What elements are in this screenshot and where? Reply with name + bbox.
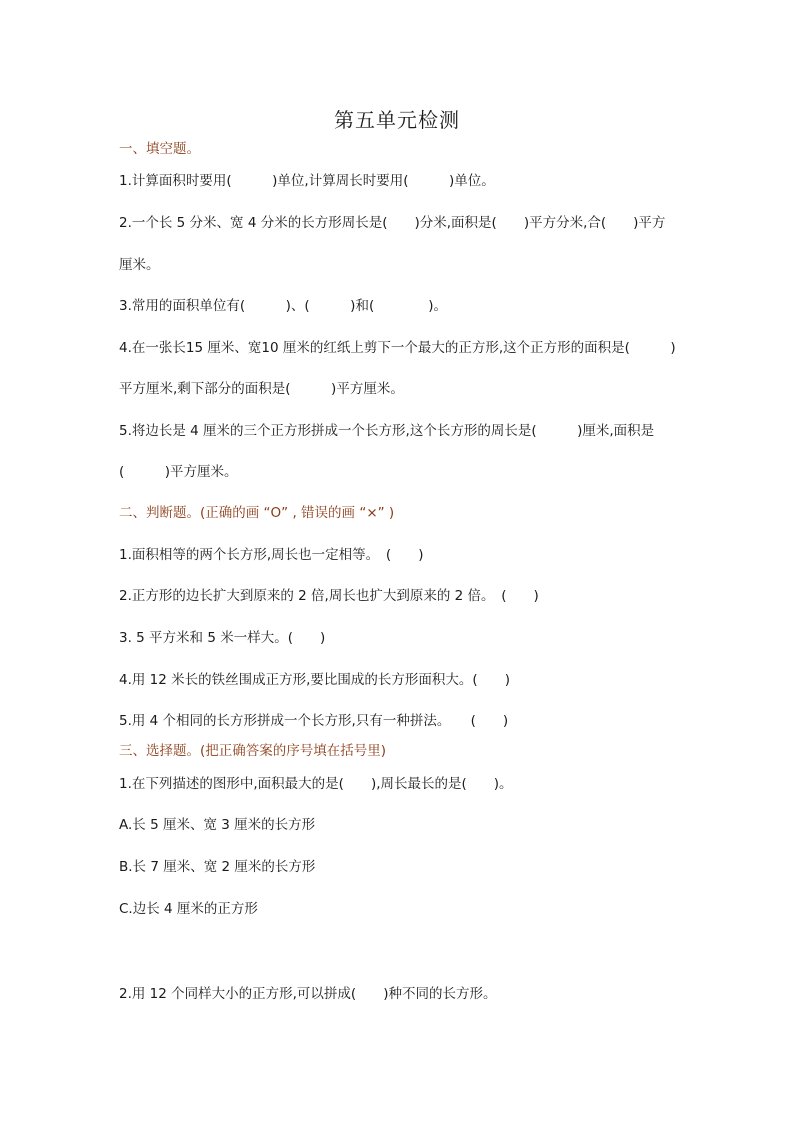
- choice-option-c: C.边长 4 厘米的正方形: [119, 901, 258, 917]
- section-heading-fill: 一、填空题。: [119, 141, 200, 157]
- section-heading-choice: 三、选择题。(把正确答案的序号填在括号里): [119, 743, 387, 759]
- question-fill-4-cont: 平方厘米,剩下部分的面积是( )平方厘米。: [119, 381, 404, 397]
- question-judge-2: 2.正方形的边长扩大到原来的 2 倍,周长也扩大到原来的 2 倍。 ( ): [119, 588, 539, 604]
- question-judge-3: 3. 5 平方米和 5 米一样大。( ): [119, 630, 326, 646]
- section-heading-judge: 二、判断题。(正确的画 “Ο” , 错误的画 “×” ): [119, 505, 395, 521]
- question-fill-1: 1.计算面积时要用( )单位,计算周长时要用( )单位。: [119, 173, 495, 189]
- question-choice-1: 1.在下列描述的图形中,面积最大的是( ),周长最长的是( )。: [119, 776, 513, 792]
- question-fill-2: 2.一个长 5 分米、宽 4 分米的长方形周长是( )分米,面积是( )平方分米,合( )平方: [119, 215, 666, 231]
- question-fill-2-cont: 厘米。: [119, 257, 160, 273]
- choice-option-b: B.长 7 厘米、宽 2 厘米的长方形: [119, 859, 316, 875]
- question-fill-4: 4.在一张长15 厘米、宽10 厘米的红纸上剪下一个最大的正方形,这个正方形的面积是( ): [119, 340, 676, 356]
- question-judge-1: 1.面积相等的两个长方形,周长也一定相等。 ( ): [119, 547, 424, 563]
- question-judge-5: 5.用 4 个相同的长方形拼成一个长方形,只有一种拼法。 ( ): [119, 713, 509, 729]
- question-fill-5-cont: ( )平方厘米。: [119, 464, 238, 480]
- question-fill-3: 3.常用的面积单位有( )、( )和( )。: [119, 298, 447, 314]
- question-choice-2: 2.用 12 个同样大小的正方形,可以拼成( )种不同的长方形。: [119, 986, 497, 1002]
- question-judge-4: 4.用 12 米长的铁丝围成正方形,要比围成的长方形面积大。( ): [119, 672, 510, 688]
- page-title: 第五单元检测: [334, 108, 460, 132]
- question-fill-5: 5.将边长是 4 厘米的三个正方形拼成一个长方形,这个长方形的周长是( )厘米,面积是: [119, 423, 655, 439]
- choice-option-a: A.长 5 厘米、宽 3 厘米的长方形: [119, 817, 316, 833]
